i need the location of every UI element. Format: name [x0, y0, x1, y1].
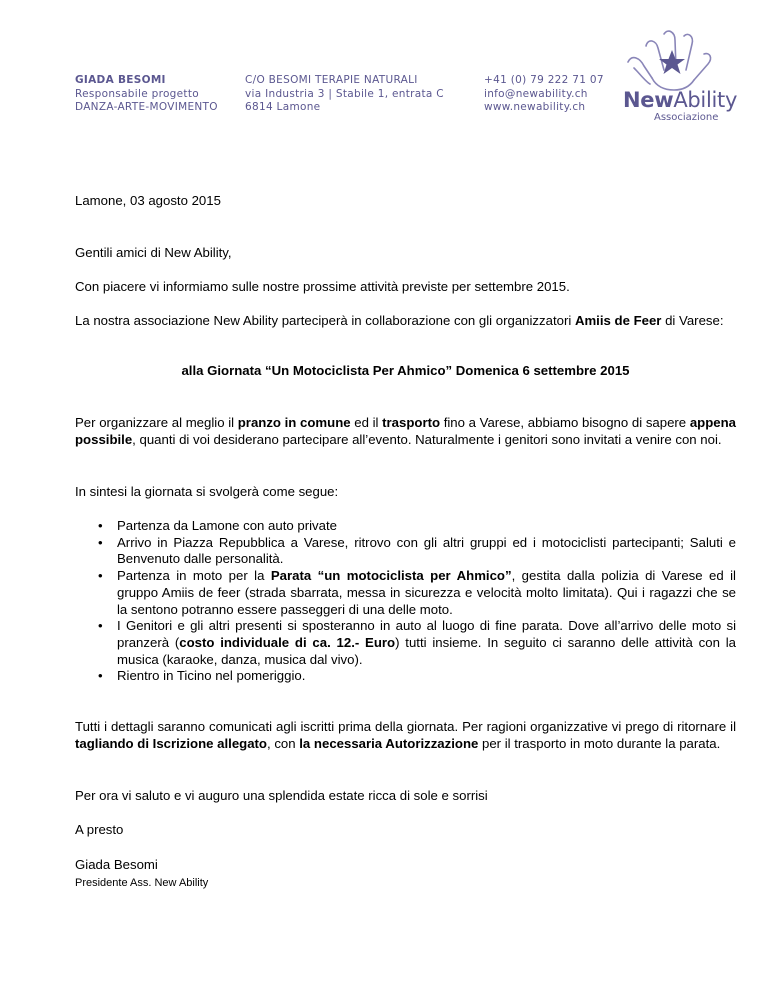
- sender-name: GIADA BESOMI: [75, 74, 166, 86]
- email-address: info@newability.ch: [484, 87, 588, 100]
- sender-project: DANZA-ARTE-MOVIMENTO: [75, 101, 218, 113]
- bullet-icon: •: [98, 568, 103, 584]
- signature-name: Giada Besomi: [75, 857, 158, 872]
- list-item: [75, 568, 736, 618]
- address-line-2: via Industria 3 | Stabile 1, entrata C: [245, 87, 444, 100]
- org-bold-transport: trasporto: [382, 415, 441, 430]
- org-text-1: Per organizzare al meglio il: [75, 415, 238, 430]
- program-list: [75, 518, 736, 685]
- details-bold-form: tagliando di Iscrizione allegato: [75, 735, 267, 751]
- list-item: [75, 618, 736, 668]
- org-text-2: ed il: [350, 415, 383, 430]
- bullet-icon: •: [98, 618, 103, 634]
- organization-paragraph: [75, 415, 736, 448]
- signature-title: Presidente Ass. New Ability: [75, 877, 209, 889]
- org-text-4: , quanti di voi desiderano partecipare all’evento. Naturalmente i genitori sono invitati a venire con noi.: [132, 431, 722, 447]
- association-paragraph: [75, 313, 736, 330]
- assoc-text-1: La nostra associazione New Ability parteciperà in collaborazione con gli organizzatori: [75, 313, 575, 328]
- details-text-1: Tutti i dettagli saranno comunicati agli iscritti prima della giornata. Per ragioni organizzative vi prego di ritornare il: [75, 719, 736, 734]
- sender-role: Responsabile progetto: [75, 87, 199, 100]
- org-bold-asap: appena possibile: [75, 415, 736, 447]
- farewell: A presto: [75, 822, 124, 837]
- letterhead-contacts: [484, 74, 604, 115]
- list-item-text: Rientro in Ticino nel pomeriggio.: [117, 668, 306, 684]
- event-title: alla Giornata “Un Motociclista Per Ahmico” Domenica 6 settembre 2015: [181, 363, 630, 378]
- list-item-text: Partenza da Lamone con auto private: [117, 518, 337, 533]
- summary-intro: In sintesi la giornata si svolgerà come segue:: [75, 484, 339, 499]
- details-paragraph: [75, 719, 736, 752]
- list-item: [75, 668, 736, 685]
- website-address: www.newability.ch: [484, 101, 586, 113]
- phone-number: +41 (0) 79 222 71 07: [484, 74, 604, 86]
- logo-wordmark: [623, 88, 737, 112]
- bullet-icon: •: [98, 534, 103, 550]
- logo-word-new: New: [623, 88, 674, 112]
- list-item-text: Partenza in moto per la: [117, 568, 271, 584]
- address-line-3: 6814 Lamone: [245, 101, 321, 113]
- star-icon: [659, 50, 685, 74]
- list-item-text: I Genitori e gli altri presenti si sposteranno in auto al luogo di fine parata. Dove all’arrivo delle moto si pranzerà (: [117, 618, 736, 650]
- details-text-2: , con: [267, 735, 300, 751]
- letterhead-address: [245, 74, 444, 115]
- bullet-icon: •: [98, 518, 103, 533]
- details-bold-authorization: la necessaria Autorizzazione: [299, 735, 479, 751]
- logo-word-ability: Ability: [673, 88, 738, 112]
- list-item-text: , gestita dalla polizia di Varese ed il gruppo Amiis de feer (strada sbarrata, messa in sicurezza e velocità molto limitata). Qui i ragazzi che se la sentono potranno essere passeggeri di una delle moto.: [117, 568, 736, 617]
- org-bold-lunch: pranzo in comune: [237, 415, 351, 430]
- address-line-1: C/O BESOMI TERAPIE NATURALI: [245, 74, 418, 86]
- list-item: [75, 518, 736, 535]
- closing-line: Per ora vi saluto e vi auguro una splendida estate ricca di sole e sorrisi: [75, 788, 488, 803]
- letterhead-sender: [75, 74, 218, 115]
- letter-date: Lamone, 03 agosto 2015: [75, 193, 221, 208]
- list-item-text: Arrivo in Piazza Repubblica a Varese, ritrovo con gli altri gruppi ed i motociclisti partecipanti; Saluti e Benvenuto dalle personalità.: [117, 534, 736, 567]
- assoc-organizer: Amiis de Feer: [574, 313, 662, 328]
- list-item-text: ) tutti insieme. In seguito ci saranno delle attività con la musica (karaoke, danza, musica dal vivo).: [117, 634, 736, 667]
- list-item-bold: costo individuale di ca. 12.- Euro: [179, 634, 396, 650]
- org-text-3: fino a Varese, abbiamo bisogno di sapere: [440, 415, 690, 430]
- list-item-bold: Parata “un motociclista per Ahmico”: [270, 568, 512, 584]
- assoc-text-2: di Varese:: [661, 313, 724, 328]
- bullet-icon: •: [98, 668, 103, 684]
- logo-subtitle: Associazione: [654, 112, 719, 123]
- letter-intro: Con piacere vi informiamo sulle nostre prossime attività previste per settembre 2015.: [75, 279, 570, 294]
- list-item: [75, 535, 736, 568]
- details-text-3: per il trasporto in moto durante la parata.: [478, 735, 721, 751]
- letter-salutation: Gentili amici di New Ability,: [75, 245, 232, 260]
